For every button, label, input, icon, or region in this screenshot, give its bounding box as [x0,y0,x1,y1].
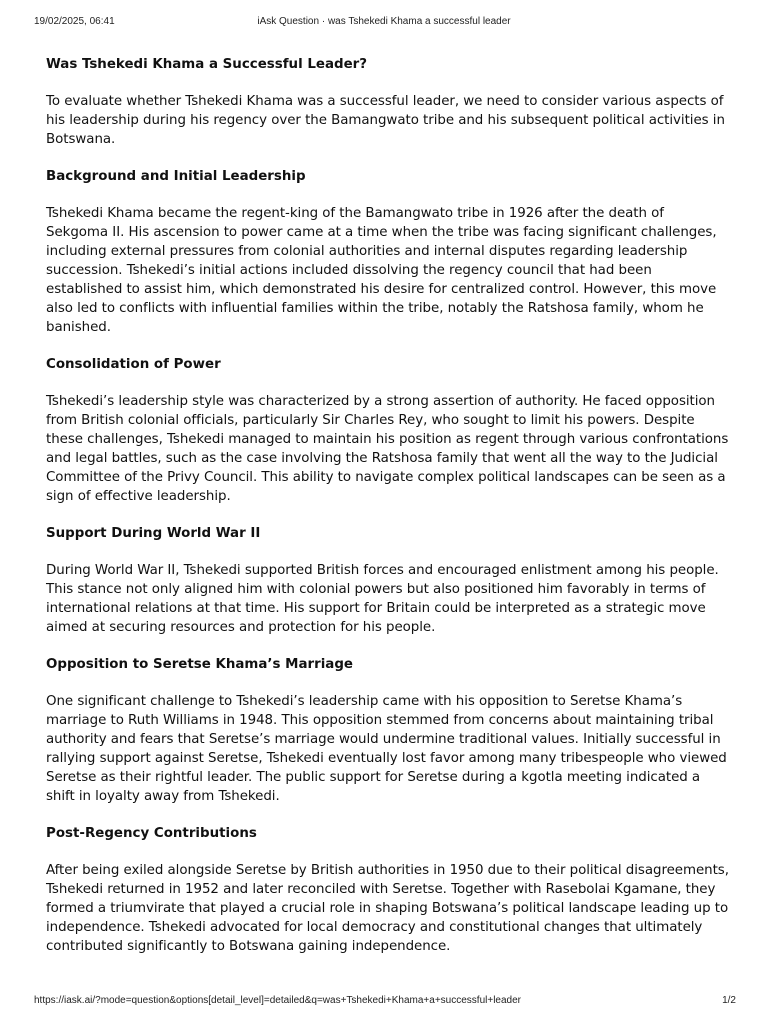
section-body-consolidation: Tshekedi’s leadership style was characterized by a strong assertion of authority. He faced opposition from British colonial officials, particularly Sir Charles Rey, who sought to limit his powers. Despite these challenges, Tshekedi managed to maintain his position as regent through various confrontations and legal battles, such as the case involving the Ratshosa family that went all the way to the Judicial Committee of the Privy Council. This ability to navigate complex political landscapes can be seen as a sign of effective leadership. [46,394,729,504]
section-heading-consolidation: Consolidation of Power [46,357,221,372]
section-heading-post-regency: Post-Regency Contributions [46,826,257,841]
section-heading-marriage-opposition: Opposition to Seretse Khama’s Marriage [46,657,354,672]
section-body-marriage-opposition: One significant challenge to Tshekedi’s leadership came with his opposition to Seretse Khama’s marriage to Ruth Williams in 1948. This opposition stemmed from concerns about maintaining tribal authority and fears that Seretse’s marriage would undermine traditional values. Initially successful in rallying support against Seretse, Tshekedi eventually lost favor among many tribespeople who viewed Seretse as their rightful leader. The public support for Seretse during a kgotla meeting indicated a shift in loyalty away from Tshekedi. [46,694,727,804]
print-url: https://iask.ai/?mode=question&options[detail_level]=detailed&q=was+Tshekedi+Khama+a+successful+leader [34,995,521,1006]
print-date: 19/02/2025, 06:41 [34,16,115,27]
article [46,55,730,974]
print-header [0,16,768,30]
page-number: 1/2 [722,995,736,1006]
section-body-post-regency: After being exiled alongside Seretse by British authorities in 1950 due to their political disagreements, Tshekedi returned in 1952 and later reconciled with Seretse. Together with Rasebolai Kgamane, they formed a triumvirate that played a crucial role in shaping Botswana’s political landscape leading up to independence. Tshekedi advocated for local democracy and constitutional changes that ultimately contributed significantly to Botswana gaining independence. [46,863,729,954]
section-body-world-war-ii: During World War II, Tshekedi supported British forces and encouraged enlistment among his people. This stance not only aligned him with colonial powers but also positioned him favorably in terms of international relations at that time. His support for Britain could be interpreted as a strategic move aimed at securing resources and protection for his people. [46,563,719,635]
print-footer [0,995,768,1009]
print-page-title: iAsk Question · was Tshekedi Khama a successful leader [257,16,511,27]
article-intro: To evaluate whether Tshekedi Khama was a successful leader, we need to consider various aspects of his leadership during his regency over the Bamangwato tribe and his subsequent political activities in Botswana. [46,94,725,147]
article-title: Was Tshekedi Khama a Successful Leader? [46,57,368,72]
section-body-background: Tshekedi Khama became the regent-king of the Bamangwato tribe in 1926 after the death of Sekgoma II. His ascension to power came at a time when the tribe was facing significant challenges, including external pressures from colonial authorities and internal disputes regarding leadership succession. Tshekedi’s initial actions included dissolving the regency council that had been established to assist him, which demonstrated his desire for centralized control. However, this move also led to conflicts with influential families within the tribe, notably the Ratshosa family, whom he banished. [46,206,717,335]
section-heading-world-war-ii: Support During World War II [46,526,261,541]
section-heading-background: Background and Initial Leadership [46,169,306,184]
